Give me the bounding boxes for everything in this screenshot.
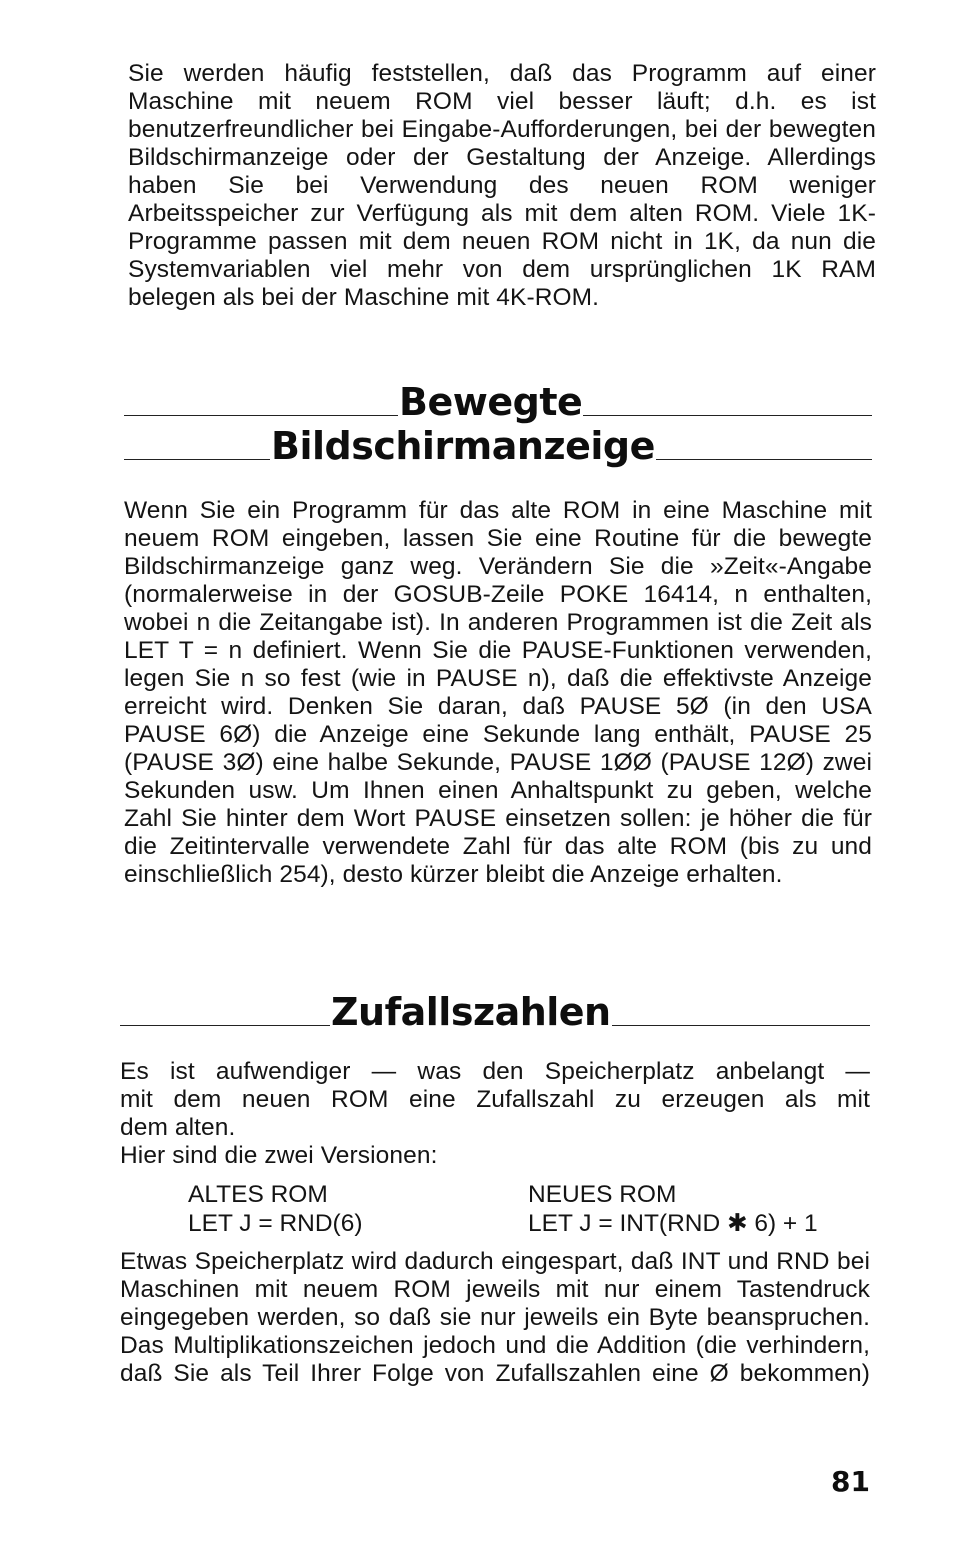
section2-intro-line: Hier sind die zwei Versionen: xyxy=(120,1142,438,1169)
intro-paragraph: Sie werden häufig feststellen, daß das Programm auf einer Maschine mit neuem ROM viel besser läuft; d.h. es ist benutzerfreundlicher bei Eingabe-Aufforderungen, bei der bewegten Bildschirmanzeige oder der Gestaltung der Anzeige. Allerdings haben Sie bei Verwendung des neuen ROM weniger Arbeitsspeicher zur Verfügung als mit dem alten ROM. Viele 1K-Programme passen mit dem neuen ROM nicht in 1K, da nun die Systemvariablen viel mehr von dem ursprünglichen 1K RAM belegen als bei der Maschine mit 4K-ROM. xyxy=(128,60,876,311)
old-rom-title: ALTES ROM xyxy=(188,1181,328,1208)
section1-paragraph: Wenn Sie ein Programm für das alte ROM in eine Maschine mit neuem ROM eingeben, lassen Sie eine Routine für die bewegte Bildschirmanzeige ganz weg. Verändern Sie die »Zeit«-Angabe (normalerweise in der GOSUB-Zeile POKE 16414, n enthalten, wobei n die Zeitangabe ist). In anderen Programmen ist die Zeit als LET T = n definiert. Wenn Sie die PAUSE-Funktionen verwenden, legen Sie n so fest (wie in PAUSE n), daß die effektivste Anzeige erreicht wird. Denken Sie daran, daß PAUSE 5Ø (in den USA PAUSE 6Ø) die Anzeige eine Sekunde lang enthält, PAUSE 25 (PAUSE 3Ø) eine halbe Sekunde, PAUSE 1ØØ (PAUSE 12Ø) zwei Sekunden usw. Um Ihnen einen Anhaltspunkt zu geben, welche Zahl Sie hinter dem Wort PAUSE einsetzen sollen: je höher die für die Zeitintervalle verwendete Zahl für das alte ROM (bis zu und einschließlich 254), desto kürzer bleibt die Anzeige erhalten. xyxy=(124,497,872,888)
section2-intro-line: Es ist aufwendiger — was den Speicherplatz anbelangt — xyxy=(120,1058,870,1085)
heading-rule-right xyxy=(612,1025,870,1026)
heading-zufallszahlen: Zufallszahlen xyxy=(331,990,611,1034)
section-heading-bewegte xyxy=(124,378,872,426)
section2-paragraph: Etwas Speicherplatz wird dadurch eingespart, daß INT und RND bei Maschinen mit neuem ROM jeweils mit nur einem Tastendruck eingegeben werden, so daß sie nur jeweils ein Byte beanspruchen. Das Multiplikationszeichen jedoch und die Addition (die verhindern, daß Sie als Teil Ihrer Folge von Zufallszahlen eine Ø bekommen) xyxy=(120,1248,870,1387)
heading-rule-right xyxy=(656,459,872,460)
section2-intro xyxy=(120,1058,870,1170)
old-rom-code: LET J = RND(6) xyxy=(188,1210,363,1237)
section-heading-bildschirmanzeige xyxy=(124,422,872,470)
heading-rule-left xyxy=(120,1025,330,1026)
heading-rule-left xyxy=(124,415,398,416)
heading-rule-left xyxy=(124,459,270,460)
heading-bewegte-line2: Bildschirmanzeige xyxy=(271,424,655,468)
new-rom-column xyxy=(528,1180,818,1238)
heading-rule-right xyxy=(583,415,872,416)
new-rom-code: LET J = INT(RND ✱ 6) + 1 xyxy=(528,1210,818,1237)
new-rom-title: NEUES ROM xyxy=(528,1181,677,1208)
heading-bewegte-line1: Bewegte xyxy=(399,380,583,424)
section-heading-zufallszahlen xyxy=(120,988,870,1036)
section2-intro-line: mit dem neuen ROM eine Zufallszahl zu erzeugen als mit xyxy=(120,1086,870,1113)
section2-intro-line: dem alten. xyxy=(120,1114,236,1141)
old-rom-column xyxy=(188,1180,363,1238)
page-number: 81 xyxy=(831,1465,870,1498)
